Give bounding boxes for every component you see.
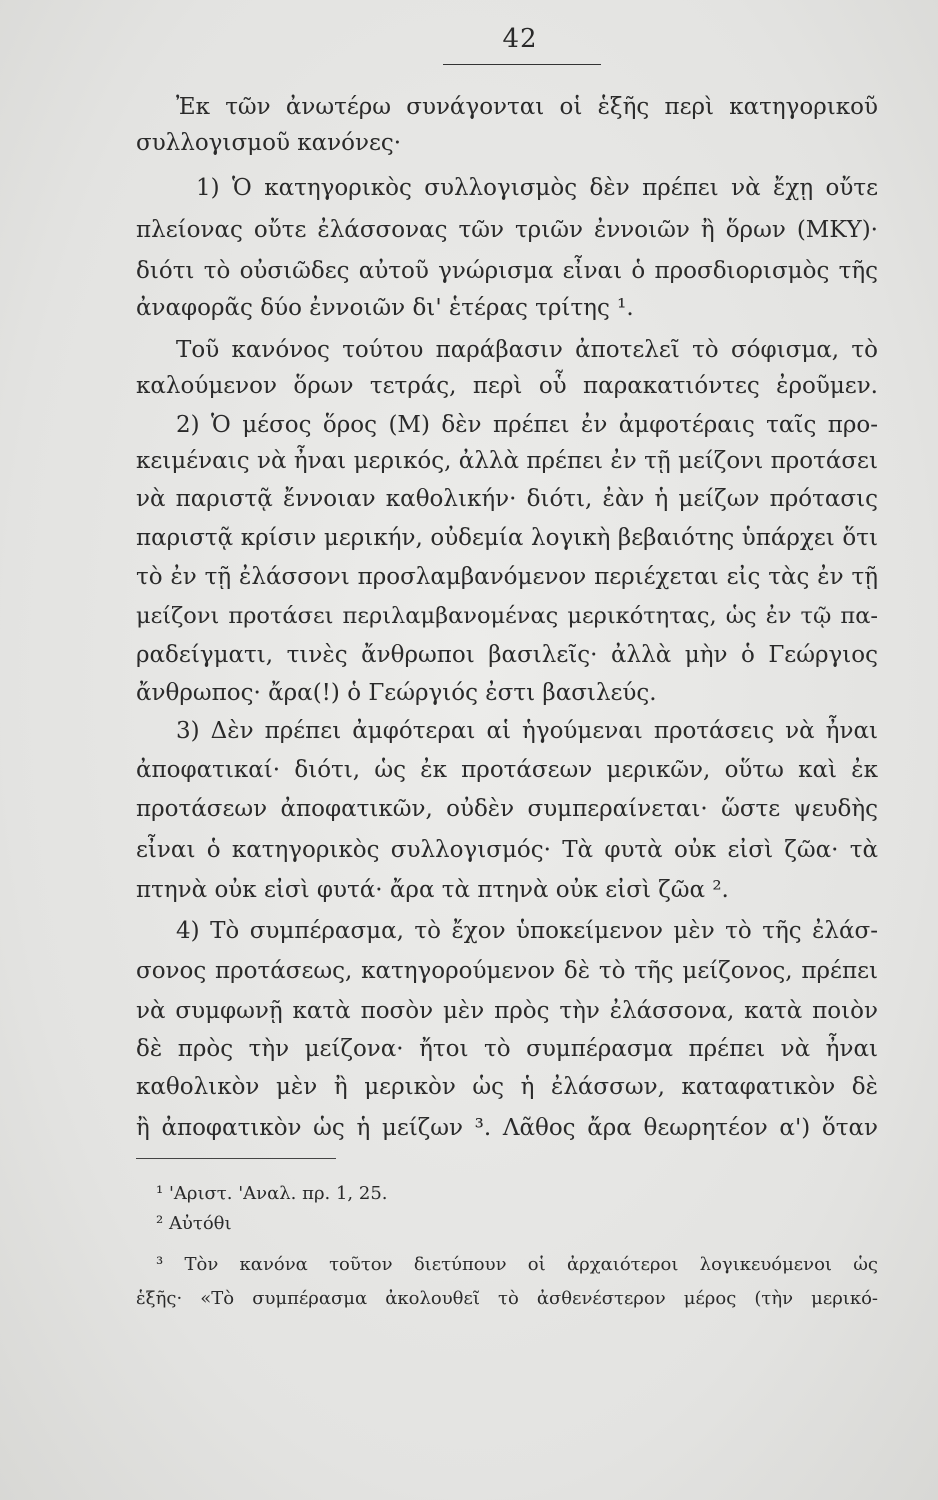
body-line: ἄνθρωπος· ἄρα(!) ὁ Γεώργιός ἐστι βασιλεύς. [136, 680, 657, 706]
body-line: κειμέναις νὰ ἦναι μερικός, ἀλλὰ πρέπει ἐν τῇ μείζονι προτάσει [136, 448, 878, 474]
body-line: 2) Ὁ μέσος ὅρος (Μ) δὲν πρέπει ἐν ἀμφοτέραις ταῖς προ- [176, 412, 878, 438]
body-line: εἶναι ὁ κατηγορικὸς συλλογισμός· Τὰ φυτὰ οὐκ εἰσὶ ζῶα· τὰ [136, 837, 878, 863]
body-line: ἀναφορᾶς δύο ἐννοιῶν δι' ἑτέρας τρίτης ¹. [136, 295, 634, 321]
body-line: καθολικὸν μὲν ἢ μερικὸν ὡς ἡ ἐλάσσων, καταφατικὸν δὲ [136, 1074, 878, 1100]
footnote-rule [136, 1158, 336, 1159]
body-line: σονος προτάσεως, κατηγορούμενον δὲ τὸ τῆς μείζονος, πρέπει [136, 958, 878, 984]
body-line: 3) Δὲν πρέπει ἀμφότεραι αἱ ἡγούμεναι προτάσεις νὰ ἦναι [176, 718, 878, 744]
body-line: 4) Τὸ συμπέρασμα, τὸ ἔχον ὑποκείμενον μὲν τὸ τῆς ἐλάσ- [176, 918, 878, 944]
body-line: νὰ παριστᾷ ἔννοιαν καθολικήν· διότι, ἐὰν ἡ μείζων πρότασις [136, 486, 878, 512]
body-line: πλείονας οὔτε ἐλάσσονας τῶν τριῶν ἐννοιῶν ἢ ὅρων (ΜΚΥ)· [136, 217, 878, 243]
body-line: καλούμενον ὅρων τετράς, περὶ οὗ παρακατιόντες ἐροῦμεν. [136, 373, 878, 399]
body-line: προτάσεων ἀποφατικῶν, οὐδὲν συμπεραίνεται· ὥστε ψευδὴς [136, 796, 878, 822]
body-line: τὸ ἐν τῇ ἐλάσσονι προσλαμβανόμενον περιέχεται εἰς τὰς ἐν τῇ [136, 564, 878, 590]
body-line: διότι τὸ οὐσιῶδες αὐτοῦ γνώρισμα εἶναι ὁ προσδιορισμὸς τῆς [136, 258, 878, 284]
footnote-line: ³ Τὸν κανόνα τοῦτον διετύπουν οἱ ἀρχαιότεροι λογικευόμενοι ὡς [156, 1254, 878, 1275]
body-line: νὰ συμφωνῇ κατὰ ποσὸν μὲν πρὸς τὴν ἐλάσσονα, κατὰ ποιὸν [136, 998, 878, 1024]
body-line: ἢ ἀποφατικὸν ὡς ἡ μείζων ³. Λᾶθος ἄρα θεωρητέον α') ὅταν [136, 1115, 878, 1141]
body-line: 1) Ὁ κατηγορικὸς συλλογισμὸς δὲν πρέπει νὰ ἔχῃ οὔτε [196, 175, 878, 201]
body-line: συλλογισμοῦ κανόνες· [136, 130, 402, 156]
body-line: ραδείγματι, τινὲς ἄνθρωποι βασιλεῖς· ἀλλὰ μὴν ὁ Γεώργιος [136, 642, 878, 668]
body-line: πτηνὰ οὐκ εἰσὶ φυτά· ἄρα τὰ πτηνὰ οὐκ εἰσὶ ζῶα ². [136, 877, 729, 903]
body-line: Τοῦ κανόνος τούτου παράβασιν ἀποτελεῖ τὸ σόφισμα, τὸ [176, 337, 878, 363]
footnote-line: ¹ 'Αριστ. 'Αναλ. πρ. 1, 25. [156, 1183, 388, 1204]
footnote-line: ἑξῆς· «Τὸ συμπέρασμα ἀκολουθεῖ τὸ ἀσθενέστερον μέρος (τὴν μερικό- [136, 1288, 878, 1309]
header-rule [443, 64, 601, 65]
body-line: ἀποφατικαί· διότι, ὡς ἐκ προτάσεων μερικῶν, οὕτω καὶ ἐκ [136, 757, 878, 783]
page-number: 42 [502, 24, 538, 54]
footnote-line: ² Αὐτόθι [156, 1213, 232, 1234]
body-line: παριστᾷ κρίσιν μερικήν, οὐδεμία λογικὴ βεβαιότης ὑπάρχει ὅτι [136, 525, 878, 551]
body-line: δὲ πρὸς τὴν μείζονα· ἤτοι τὸ συμπέρασμα πρέπει νὰ ἦναι [136, 1036, 878, 1062]
body-line: Ἐκ τῶν ἀνωτέρω συνάγονται οἱ ἑξῆς περὶ κατηγορικοῦ [176, 94, 878, 120]
body-line: μείζονι προτάσει περιλαμβανομένας μερικότητας, ὡς ἐν τῷ πα- [136, 603, 878, 629]
